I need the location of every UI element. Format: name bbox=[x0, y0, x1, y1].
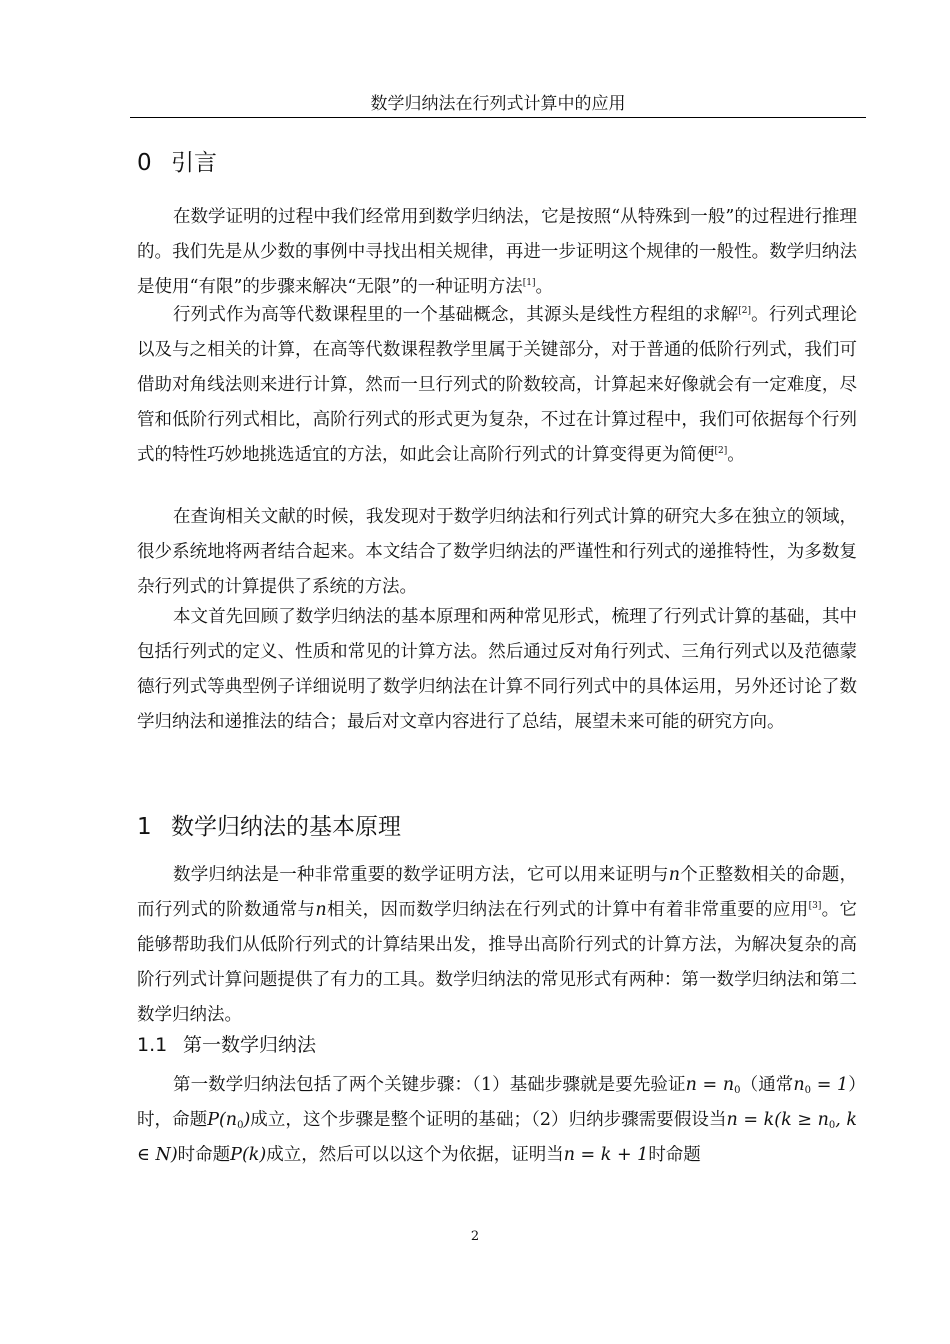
section-1-1-paragraph-1: 第一数学归纳法包括了两个关键步骤：（1）基础步骤就是要先验证$n = n_0$（通常$n_0 = 1$）时，命题$P(n_0)$成立，这个步骤是整个证明的基础；（2）归纳步骤需要假设当$n = k(k \ge n_0$, k ∈ N)时命题P(k)成立，然后可以以这个为依据，证明当n = k + 1时命题 bbox=[137, 1075, 857, 1165]
page-number: 2 bbox=[470, 1229, 480, 1244]
section-title: 数学归纳法的基本原理 bbox=[171, 814, 401, 840]
section-number: 0 bbox=[137, 150, 152, 176]
math-expression: n = k + 1 bbox=[563, 1145, 649, 1165]
section-1-1-heading bbox=[137, 1032, 316, 1058]
math-expression: $n = k(k \ge n_0$, k ∈ N) bbox=[137, 1110, 857, 1165]
intro-paragraph-4: 本文首先回顾了数学归纳法的基本原理和两种常见形式，梳理了行列式计算的基础，其中包括行列式的定义、性质和常见的计算方法。然后通过反对角行列式、三角行列式以及范德蒙德行列式等典型例子详细说明了数学归纳法在计算不同行列式中的具体运用，另外还讨论了数学归纳法和递推法的结合；最后对文章内容进行了总结，展望未来可能的研究方向。 bbox=[137, 607, 857, 732]
intro-paragraph-2: 行列式作为高等代数课程里的一个基础概念，其源头是线性方程组的求解[2]。行列式理论以及与之相关的计算，在高等代数课程教学里属于关键部分，对于普通的低阶行列式，我们可借助对角线法则来进行计算，然而一旦行列式的阶数较高，计算起来好像就会有一定难度，尽管和低阶行列式相比，高阶行列式的形式更为复杂，不过在计算过程中，我们可依据每个行列式的特性巧妙地挑选适宜的方法，如此会让高阶行列式的计算变得更为简便[2]。 bbox=[137, 305, 858, 465]
subsection-number: 1.1 bbox=[137, 1034, 168, 1056]
section-number: 1 bbox=[137, 814, 152, 840]
math-expression: P(k) bbox=[230, 1145, 267, 1165]
intro-paragraph-3: 在查询相关文献的时候，我发现对于数学归纳法和行列式计算的研究大多在独立的领域，很少系统地将两者结合起来。本文结合了数学归纳法的严谨性和行列式的递推特性，为多数复杂行列式的计算提供了系统的方法。 bbox=[137, 507, 857, 597]
subsection-title: 第一数学归纳法 bbox=[183, 1034, 317, 1056]
section-1-heading bbox=[137, 812, 401, 842]
math-expression: $P(n_0)$ bbox=[207, 1110, 251, 1131]
citation: [3] bbox=[808, 901, 822, 911]
math-n: n bbox=[315, 900, 327, 920]
math-expression: $n = n_0$ bbox=[685, 1075, 741, 1096]
intro-paragraph-1: 在数学证明的过程中我们经常用到数学归纳法，它是按照“从特殊到一般”的过程进行推理的。我们先是从少数的事例中寻找出相关规律，再进一步证明这个规律的一般性。数学归纳法是使用“有限”的步骤来解决“无限”的一种证明方法[1]。 bbox=[137, 207, 857, 297]
header-rule bbox=[130, 117, 866, 118]
running-header: 数学归纳法在行列式计算中的应用 bbox=[370, 94, 626, 114]
math-expression: $n_0 = 1$ bbox=[793, 1075, 849, 1096]
section-1-paragraph-1: 数学归纳法是一种非常重要的数学证明方法，它可以用来证明与n个正整数相关的命题，而行列式的阶数通常与n相关，因而数学归纳法在行列式的计算中有着非常重要的应用[3]。它能够帮助我们从低阶行列式的计算结果出发，推导出高阶行列式的计算方法，为解决复杂的高阶行列式计算问题提供了有力的工具。数学归纳法的常见形式有两种：第一数学归纳法和第二数学归纳法。 bbox=[137, 865, 858, 1025]
citation: [2] bbox=[714, 446, 728, 456]
math-n: n bbox=[668, 865, 680, 885]
section-0-heading bbox=[137, 148, 217, 178]
section-title: 引言 bbox=[171, 150, 217, 176]
citation: [1] bbox=[522, 278, 536, 288]
citation: [2] bbox=[738, 306, 752, 316]
